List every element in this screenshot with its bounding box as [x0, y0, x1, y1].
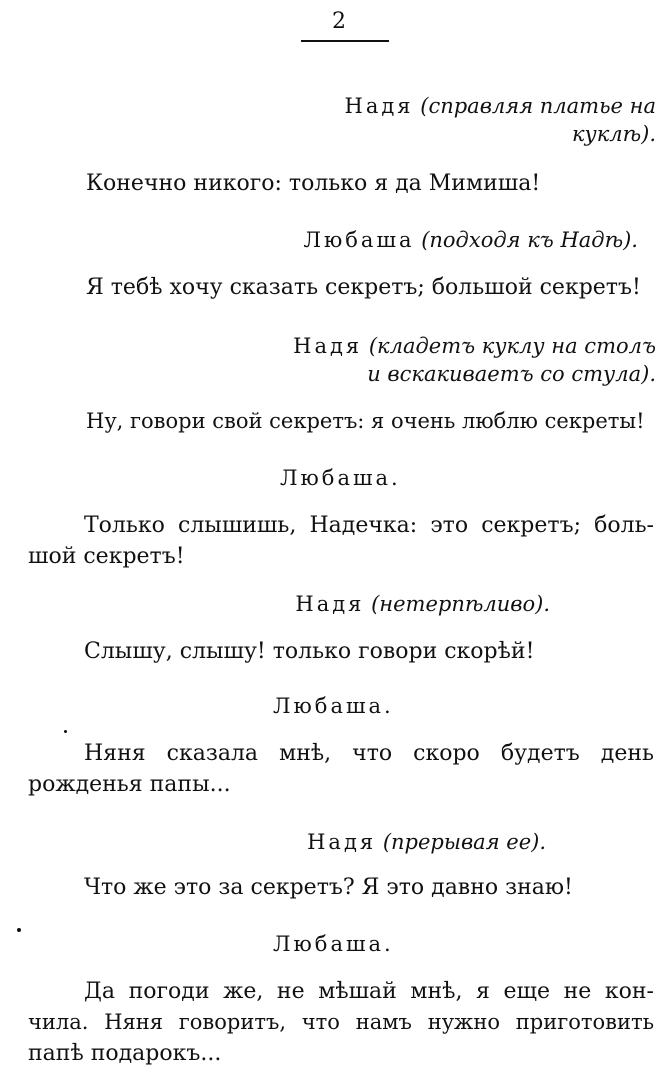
speaker-name: Любаша: [303, 228, 415, 252]
speaker-name: Надя: [293, 334, 363, 358]
speaker-line: [345, 92, 656, 148]
stage-direction-cont: и вскакиваетъ со стула).: [367, 362, 656, 386]
dialogue-line: [86, 168, 540, 199]
speaker-name: Любаша.: [280, 466, 401, 490]
stage-direction-cont: куклѣ).: [571, 122, 656, 146]
speaker-line: [295, 590, 550, 618]
speaker-name: Надя: [344, 94, 414, 118]
page-number: 2: [332, 9, 346, 34]
stage-direction: (кладетъ куклу на столъ: [368, 334, 656, 358]
dialogue-text-cont: чила. Няня говоритъ, что намъ нужно приготовить: [28, 1010, 654, 1034]
print-speck: [64, 730, 67, 733]
dialogue-text: Конечно никого: только я да Мимиша!: [86, 171, 541, 196]
page-number-rule: [301, 40, 389, 42]
dialogue-text-cont: рожденья папы...: [28, 772, 231, 797]
dialogue-paragraph: [28, 510, 654, 572]
speaker-line: [307, 828, 546, 856]
dialogue-text: Я тебѣ хочу сказать секретъ; большой секретъ!: [86, 275, 641, 300]
stage-direction: (справляя платье на: [420, 94, 656, 118]
dialogue-text: Только слышишь, Надечка: это секретъ; боль-: [84, 513, 654, 538]
dialogue-text: Слышу, слышу! только говори скорѣй!: [84, 639, 535, 664]
speaker-line: [293, 332, 656, 388]
speaker-name: Любаша.: [273, 932, 394, 956]
stage-direction: (подходя къ Надѣ).: [421, 228, 638, 252]
speaker-name: Надя: [307, 830, 377, 854]
speaker-line: [303, 226, 638, 254]
dialogue-paragraph: [28, 976, 654, 1069]
dialogue-text-cont: папѣ подарокъ...: [28, 1041, 222, 1066]
speaker-line: [280, 464, 401, 492]
dialogue-line: [84, 636, 534, 667]
dialogue-text: Да погоди же, не мѣшай мнѣ, я еще не кон-: [84, 979, 654, 1004]
dialogue-line: [86, 272, 641, 303]
speaker-line: [273, 930, 394, 958]
dialogue-text: Няня сказала мнѣ, что скоро будетъ день: [84, 741, 654, 766]
dialogue-text: Ну, говори свой секретъ: я очень люблю секреты!: [86, 409, 645, 433]
speaker-name: Надя: [295, 592, 365, 616]
print-speck: [17, 928, 21, 932]
stage-direction: (прерывая ее).: [382, 830, 546, 854]
dialogue-text: Что же это за секретъ? Я это давно знаю!: [84, 875, 573, 900]
stage-direction: (нетерпѣливо).: [371, 592, 550, 616]
dialogue-paragraph: [28, 738, 654, 800]
speaker-name: Любаша.: [273, 694, 394, 718]
dialogue-line: [86, 406, 645, 437]
dialogue-line: [84, 872, 573, 903]
speaker-line: [273, 692, 394, 720]
dialogue-text-cont: шой секретъ!: [28, 544, 185, 569]
